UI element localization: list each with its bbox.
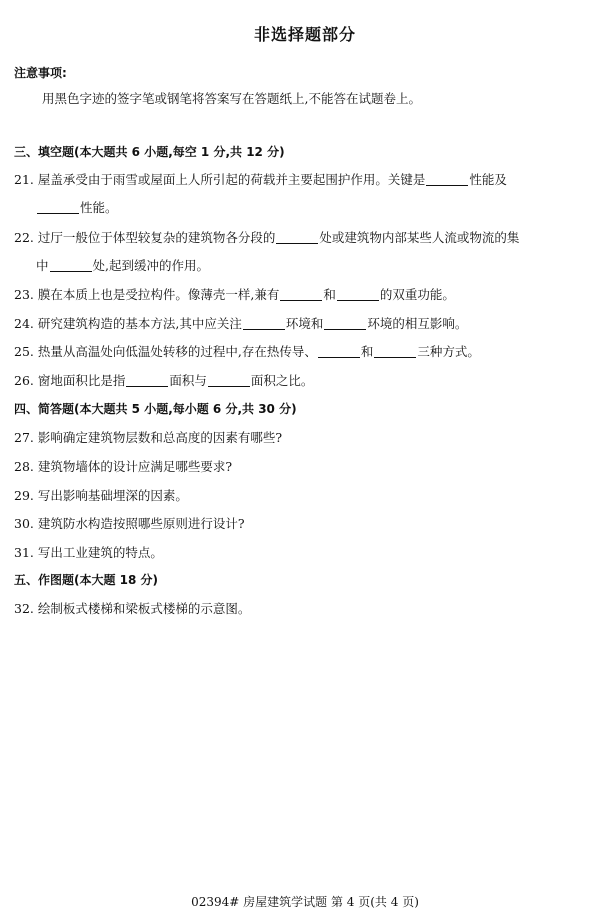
- section-3-heading: 三、填空题(本大题共 6 小题,每空 1 分,共 12 分): [14, 145, 285, 159]
- q22-text-b: 处或建筑物内部某些人流或物流的集: [319, 230, 520, 245]
- q24-text-a: 24. 研究建筑构造的基本方法,其中应关注: [14, 316, 242, 331]
- q24-text-c: 环境的相互影响。: [367, 316, 468, 331]
- question-28: 28. 建筑物墙体的设计应满足哪些要求?: [14, 459, 233, 474]
- notice-heading: 注意事项:: [14, 66, 67, 80]
- answer-blank[interactable]: [243, 316, 285, 330]
- answer-blank[interactable]: [208, 373, 250, 387]
- answer-blank[interactable]: [280, 287, 322, 301]
- answer-blank[interactable]: [337, 287, 379, 301]
- question-21-cont: [36, 198, 118, 216]
- question-27: 27. 影响确定建筑物层数和总高度的因素有哪些?: [14, 430, 283, 445]
- page-footer: 02394# 房屋建筑学试题 第 4 页(共 4 页): [191, 895, 419, 909]
- answer-blank[interactable]: [126, 373, 168, 387]
- section-5-heading: 五、作图题(本大题 18 分): [14, 573, 159, 587]
- question-32: 32. 绘制板式楼梯和梁板式楼梯的示意图。: [14, 601, 251, 616]
- question-30: 30. 建筑防水构造按照哪些原则进行设计?: [14, 516, 245, 531]
- q21-text-a: 21. 屋盖承受由于雨雪或屋面上人所引起的荷载并主要起围护作用。关键是: [14, 172, 426, 187]
- question-22-cont: [36, 256, 209, 274]
- answer-blank[interactable]: [37, 200, 79, 214]
- page-title: 非选择题部分: [253, 25, 356, 44]
- q26-text-c: 面积之比。: [250, 373, 314, 388]
- notice-text: 用黑色字迹的签字笔或钢笔将答案写在答题纸上,不能答在试题卷上。: [42, 91, 421, 106]
- q23-text-a: 23. 膜在本质上也是受拉构件。像薄壳一样,兼有: [14, 287, 280, 302]
- question-31: 31. 写出工业建筑的特点。: [14, 545, 163, 560]
- q22-text-c: 中: [36, 258, 49, 273]
- question-25: [14, 342, 480, 360]
- q22-text-a: 22. 过厅一般位于体型较复杂的建筑物各分段的: [14, 230, 276, 245]
- answer-blank[interactable]: [426, 172, 468, 186]
- q26-text-a: 26. 窗地面积比是指: [14, 373, 126, 388]
- q21-text-c: 性能。: [80, 200, 118, 215]
- q26-text-b: 面积与: [169, 373, 207, 388]
- question-23: [14, 285, 455, 303]
- question-26: [14, 371, 313, 389]
- answer-blank[interactable]: [318, 344, 360, 358]
- answer-blank[interactable]: [50, 258, 92, 272]
- q23-text-c: 的双重功能。: [379, 287, 455, 302]
- answer-blank[interactable]: [324, 316, 366, 330]
- q23-text-b: 和: [323, 287, 336, 302]
- q22-text-d: 处,起到缓冲的作用。: [92, 258, 209, 273]
- section-4-heading: 四、简答题(本大题共 5 小题,每小题 6 分,共 30 分): [14, 402, 297, 416]
- question-22: [14, 228, 519, 246]
- answer-blank[interactable]: [374, 344, 416, 358]
- question-24: [14, 314, 467, 332]
- q25-text-c: 三种方式。: [417, 344, 480, 359]
- q24-text-b: 环境和: [285, 316, 324, 331]
- q21-text-b: 性能及: [469, 172, 507, 187]
- q25-text-a: 25. 热量从高温处向低温处转移的过程中,存在热传导、: [14, 344, 317, 359]
- question-29: 29. 写出影响基础埋深的因素。: [14, 488, 188, 503]
- question-21: [14, 170, 507, 188]
- answer-blank[interactable]: [276, 230, 318, 244]
- q25-text-b: 和: [360, 344, 374, 359]
